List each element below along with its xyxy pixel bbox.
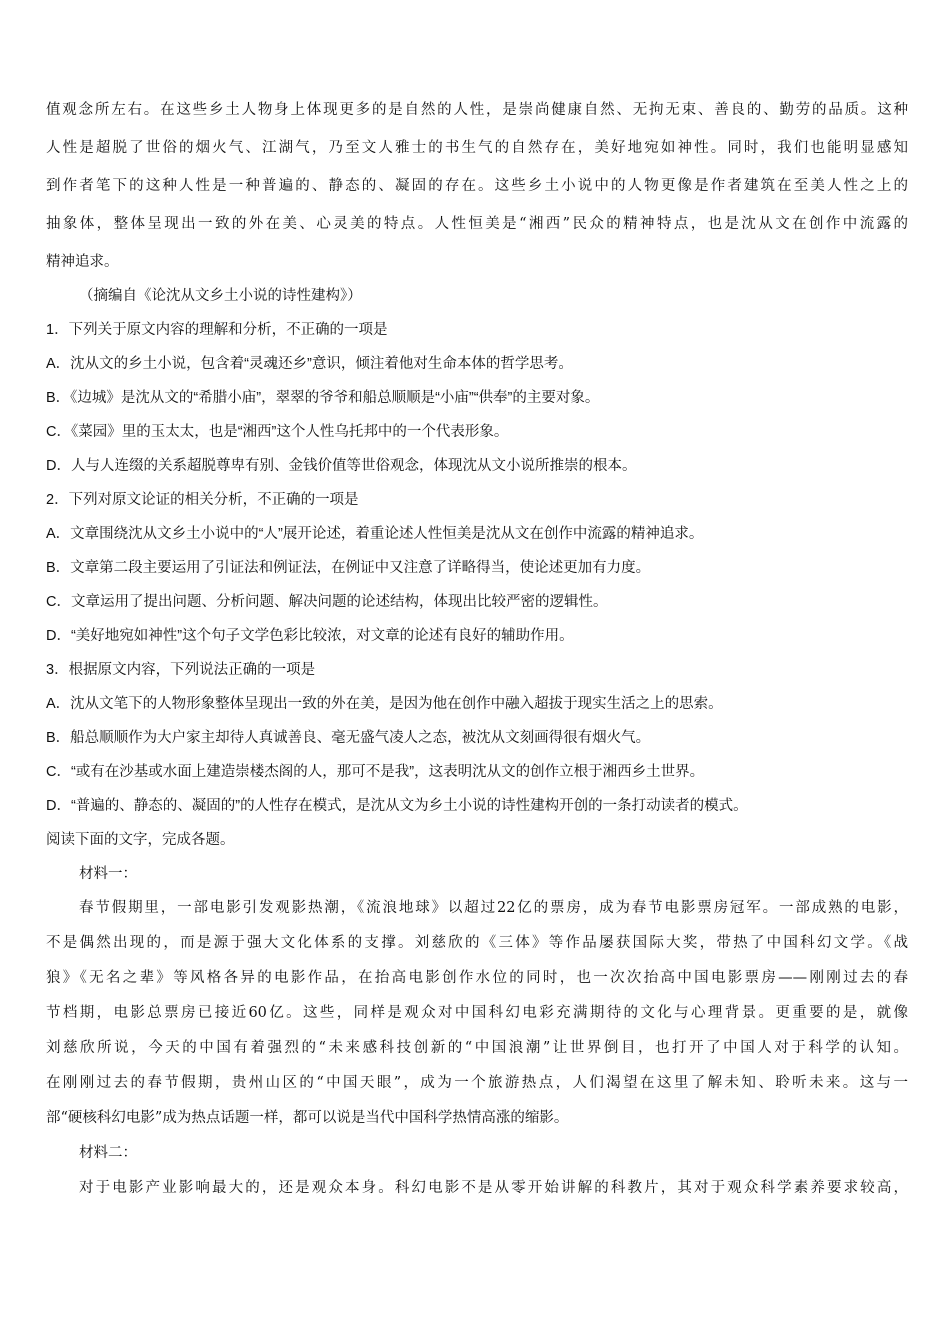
material-1-line: 部“硬核科幻电影”成为热点话题一样，都可以说是当代中国科学热情高涨的缩影。 [46, 1110, 569, 1126]
material-1-line: 节档期，电影总票房已接近60亿。这些，同样是观众对中国科幻电彩充满期待的文化与心理背景。更重要的是，就像 [46, 1005, 908, 1021]
question-1-option-d: D．人与人连缀的关系超脱尊卑有别、金钱价值等世俗观念，体现沈从文小说所推崇的根本。 [46, 458, 637, 474]
question-2-option-a: A．文章围绕沈从文乡土小说中的“人”展开论述，着重论述人性恒美是沈从文在创作中流露的精神追求。 [46, 526, 704, 542]
question-1-option-a: A．沈从文的乡土小说，包含着“灵魂还乡”意识，倾注着他对生命本体的哲学思考。 [46, 356, 573, 372]
question-2-option-c: C．文章运用了提出问题、分析问题、解决问题的论述结构，体现出比较严密的逻辑性。 [46, 594, 608, 610]
question-3-option-d: D．“普遍的、静态的、凝固的”的人性存在模式，是沈从文为乡土小说的诗性建构开创的一条打动读者的模式。 [46, 798, 748, 814]
question-stem-1: 1．下列关于原文内容的理解和分析，不正确的一项是 [46, 322, 388, 338]
question-1-option-c: C．《菜园》里的玉太太，也是“湘西”这个人性乌托邦中的一个代表形象。 [46, 424, 509, 440]
passage-line: 抽象体，整体呈现出一致的外在美、心灵美的特点。人性恒美是“湘西”民众的精神特点，也是沈从文在创作中流露的 [46, 216, 908, 232]
material-2-label: 材料二： [79, 1145, 137, 1161]
reading-instruction: 阅读下面的文字，完成各题。 [46, 832, 235, 848]
material-1-line: 在刚刚过去的春节假期，贵州山区的“中国天眼”，成为一个旅游热点，人们渴望在这里了解未知、聆听未来。这与一 [46, 1075, 908, 1091]
question-3-option-b: B．船总顺顺作为大户家主却待人真诚善良、毫无盛气凌人之态，被沈从文刻画得很有烟火气。 [46, 730, 651, 746]
source-citation: （摘编自《论沈从文乡土小说的诗性建构》） [79, 288, 362, 304]
material-1-line: 不是偶然出现的，而是源于强大文化体系的支撑。刘慈欣的《三体》等作品屡获国际大奖，带热了中国科幻文学。《战 [46, 935, 908, 951]
question-stem-2: 2．下列对原文论证的相关分析，不正确的一项是 [46, 492, 359, 508]
passage-line: 值观念所左右。在这些乡土人物身上体现更多的是自然的人性，是崇尚健康自然、无拘无束、善良的、勤劳的品质。这种 [46, 102, 908, 118]
material-1-label: 材料一： [79, 866, 137, 882]
passage-line: 精神追求。 [46, 254, 119, 270]
question-1-option-b: B．《边城》是沈从文的“希腊小庙”，翠翠的爷爷和船总顺顺是“小庙”“供奉”的主要对象。 [46, 390, 600, 406]
material-2-line: 对于电影产业影响最大的，还是观众本身。科幻电影不是从零开始讲解的科教片，其对于观众科学素养要求较高， [79, 1180, 908, 1196]
question-3-option-a: A．沈从文笔下的人物形象整体呈现出一致的外在美，是因为他在创作中融入超拔于现实生活之上的思索。 [46, 696, 723, 712]
question-3-option-c: C．“或有在沙基或水面上建造崇楼杰阁的人，那可不是我”，这表明沈从文的创作立根于湘西乡土世界。 [46, 764, 705, 780]
material-1-line: 刘慈欣所说，今天的中国有着强烈的“未来感科技创新的“中国浪潮”让世界倒目，也打开了中国人对于科学的认知。 [46, 1040, 908, 1056]
question-2-option-d: D．“美好地宛如神性”这个句子文学色彩比较浓，对文章的论述有良好的辅助作用。 [46, 628, 574, 644]
passage-line: 人性是超脱了世俗的烟火气、江湖气，乃至文人雅士的书生气的自然存在，美好地宛如神性。同时，我们也能明显感知 [46, 140, 908, 156]
question-2-option-b: B．文章第二段主要运用了引证法和例证法，在例证中又注意了详略得当，使论述更加有力度。 [46, 560, 651, 576]
material-1-line: 狼》《无名之辈》等风格各异的电影作品，在抬高电影创作水位的同时，也一次次抬高中国电影票房——刚刚过去的春 [46, 970, 908, 986]
question-stem-3: 3．根据原文内容，下列说法正确的一项是 [46, 662, 316, 678]
passage-line: 到作者笔下的这种人性是一种普遍的、静态的、凝固的存在。这些乡土小说中的人物更像是作者建筑在至美人性之上的 [46, 178, 908, 194]
material-1-line: 春节假期里，一部电影引发观影热潮，《流浪地球》以超过22亿的票房，成为春节电影票房冠军。一部成熟的电影， [79, 900, 908, 916]
